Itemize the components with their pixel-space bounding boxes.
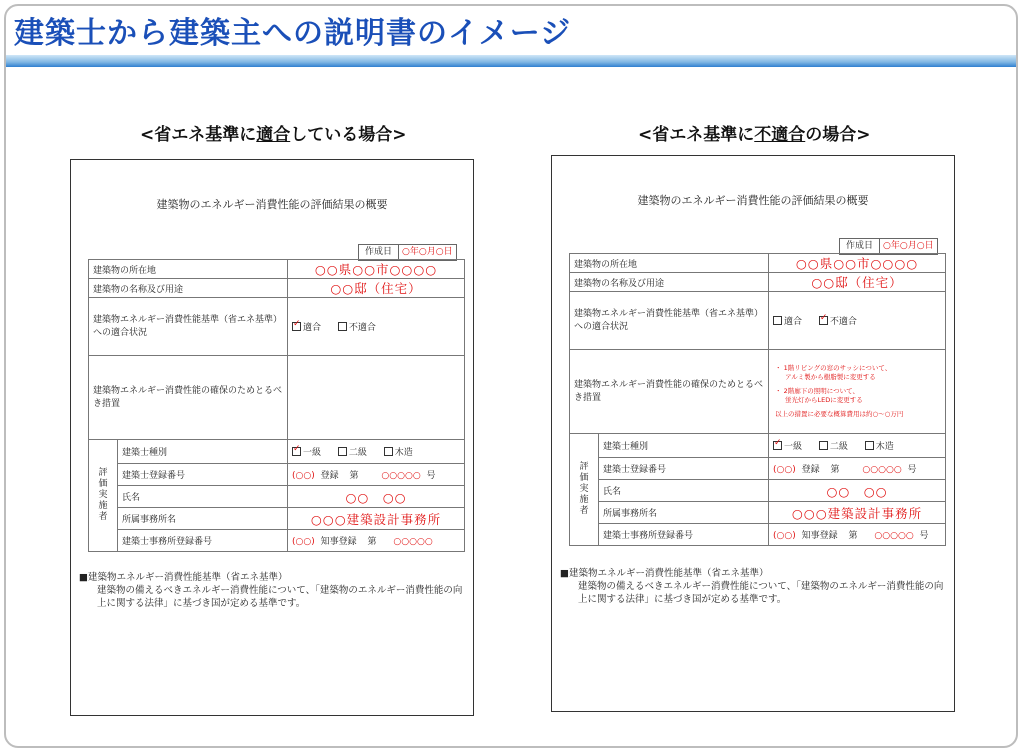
evaluation-table [88, 259, 465, 552]
arch-type-first: 一級 [303, 448, 322, 458]
checkbox-icon [865, 441, 874, 450]
note-title: ■建築物エネルギー消費性能基準（省エネ基準） [79, 572, 288, 583]
table-row [89, 508, 465, 530]
nonconform-option: 不適合 [348, 323, 376, 333]
person-name-value: ○○ ○○ [288, 486, 465, 508]
table-row [570, 350, 946, 434]
arch-type-options [769, 434, 946, 458]
heading-suffix: している場合> [290, 125, 407, 145]
checkbox-icon [338, 322, 347, 331]
checkbox-checked-icon [773, 441, 782, 450]
arch-type-second: 二級 [829, 442, 848, 452]
location-value: ○○県○○市○○○○ [288, 260, 465, 279]
document-title: 建築物のエネルギー消費性能の評価結果の概要 [156, 198, 388, 211]
office-registration-label: 建築士事務所登録番号 [599, 524, 769, 546]
table-row [89, 530, 465, 552]
note-title: ■建築物エネルギー消費性能基準（省エネ基準） [560, 568, 769, 579]
created-date-value: ○年○月○日 [883, 241, 934, 251]
checkbox-icon [819, 441, 828, 450]
checkbox-icon [773, 316, 782, 325]
measures-label: 建築物エネルギー消費性能の確保のためとるべき措置 [570, 350, 769, 434]
conformity-label: 建築物エネルギー消費性能基準（省エネ基準）への適合状況 [89, 298, 288, 356]
measure-1-line-2: アルミ製から樹脂製に変更する [785, 373, 876, 381]
arch-type-second: 二級 [348, 448, 367, 458]
evaluation-table [569, 253, 946, 546]
heading-prefix: <省エネ基準に [638, 125, 755, 145]
building-name-label: 建築物の名称及び用途 [89, 279, 288, 298]
measure-2-line-2: 蛍光灯からLEDに変更する [785, 396, 863, 404]
checkbox-checked-icon [292, 447, 301, 456]
person-name-value: ○○ ○○ [769, 480, 946, 502]
measure-1-line-1: ・ 1階リビングの窓のサッシについて、 [775, 364, 892, 372]
checkbox-checked-icon [819, 316, 828, 325]
standard-note [560, 567, 946, 606]
person-name-label: 氏名 [599, 480, 769, 502]
conformity-options [769, 292, 946, 350]
note-body: 建築物の備えるべきエネルギー消費性能について、「建築物のエネルギー消費性能の向上に関する法律」に基づき国が定める基準です。 [578, 581, 944, 605]
table-row [89, 356, 465, 440]
office-registration-label: 建築士事務所登録番号 [118, 530, 288, 552]
conformity-options [288, 298, 465, 356]
arch-type-label: 建築士種別 [118, 440, 288, 464]
office-name-value: ○○○建築設計事務所 [288, 508, 465, 530]
registration-value: (○○) 登録 第 ○○○○○ 号 [769, 458, 946, 480]
table-row [89, 279, 465, 298]
office-name-label: 所属事務所名 [118, 508, 288, 530]
office-name-value: ○○○建築設計事務所 [769, 502, 946, 524]
case-heading-conform [140, 124, 407, 146]
office-name-label: 所属事務所名 [599, 502, 769, 524]
conform-option: 適合 [303, 323, 322, 333]
document-nonconform [551, 155, 955, 712]
table-row [570, 292, 946, 350]
location-label: 建築物の所在地 [570, 254, 769, 273]
office-registration-value: (○○) 知事登録 第 ○○○○○ 号 [769, 524, 946, 546]
heading-underlined: 適合 [256, 125, 291, 145]
document-conform [70, 159, 474, 716]
evaluator-label: 評価実施者 [89, 440, 118, 552]
heading-prefix: <省エネ基準に [140, 125, 257, 145]
table-row [89, 486, 465, 508]
document-title: 建築物のエネルギー消費性能の評価結果の概要 [637, 194, 869, 207]
measures-value [769, 350, 946, 434]
measure-cost: 以上の措置に必要な概算費用は約○～○万円 [775, 410, 904, 418]
measure-2-line-1: ・ 2階廊下の照明について、 [775, 387, 859, 395]
arch-type-options [288, 440, 465, 464]
table-row [570, 524, 946, 546]
building-name-value: ○○邸（住宅） [769, 273, 946, 292]
arch-type-wood: 木造 [875, 442, 894, 452]
table-row [570, 254, 946, 273]
location-value: ○○県○○市○○○○ [769, 254, 946, 273]
table-row [89, 464, 465, 486]
created-date-label: 作成日 [359, 245, 399, 260]
heading-underlined: 不適合 [754, 125, 806, 145]
table-row [570, 458, 946, 480]
registration-value: (○○) 登録 第 ○○○○○ 号 [288, 464, 465, 486]
note-body: 建築物の備えるべきエネルギー消費性能について、「建築物のエネルギー消費性能の向上に関する法律」に基づき国が定める基準です。 [97, 585, 463, 609]
building-name-value: ○○邸（住宅） [288, 279, 465, 298]
table-row [89, 440, 465, 464]
table-row [89, 298, 465, 356]
building-name-label: 建築物の名称及び用途 [570, 273, 769, 292]
table-row [89, 260, 465, 279]
arch-type-wood: 木造 [394, 448, 413, 458]
evaluator-label: 評価実施者 [570, 434, 599, 546]
registration-label: 建築士登録番号 [118, 464, 288, 486]
location-label: 建築物の所在地 [89, 260, 288, 279]
office-registration-value: (○○) 知事登録 第 ○○○○○ [288, 530, 465, 552]
checkbox-icon [384, 447, 393, 456]
created-date-label: 作成日 [840, 239, 880, 254]
table-row [570, 434, 946, 458]
conformity-label: 建築物エネルギー消費性能基準（省エネ基準）への適合状況 [570, 292, 769, 350]
heading-suffix: の場合> [805, 125, 871, 145]
slide-title: 建築士から建築主への説明書のイメージ [14, 16, 572, 51]
checkbox-icon [338, 447, 347, 456]
nonconform-option: 不適合 [829, 317, 857, 327]
person-name-label: 氏名 [118, 486, 288, 508]
conform-option: 適合 [784, 317, 803, 327]
arch-type-first: 一級 [784, 442, 803, 452]
checkbox-checked-icon [292, 322, 301, 331]
table-row [570, 480, 946, 502]
measures-value [288, 356, 465, 440]
arch-type-label: 建築士種別 [599, 434, 769, 458]
registration-label: 建築士登録番号 [599, 458, 769, 480]
standard-note [79, 571, 465, 610]
table-row [570, 273, 946, 292]
measures-label: 建築物エネルギー消費性能の確保のためとるべき措置 [89, 356, 288, 440]
created-date-value: ○年○月○日 [402, 247, 453, 257]
title-underline-bar [6, 55, 1016, 67]
case-heading-nonconform [638, 124, 871, 146]
table-row [570, 502, 946, 524]
